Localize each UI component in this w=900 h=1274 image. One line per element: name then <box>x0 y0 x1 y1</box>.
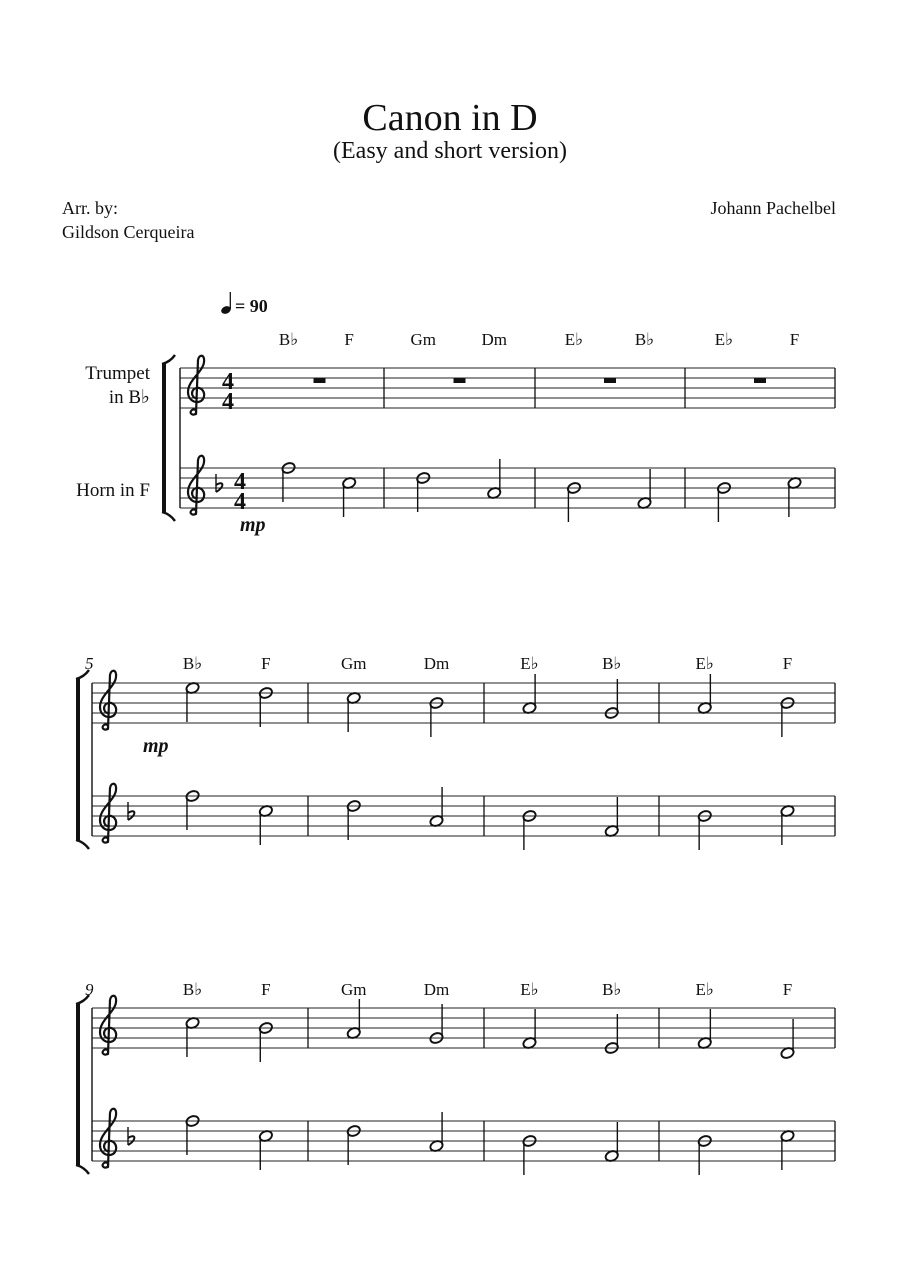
half-note <box>604 1122 619 1163</box>
chord-symbol: Dm <box>423 654 450 673</box>
dynamic-mp: mp <box>143 735 169 757</box>
half-note <box>787 476 802 517</box>
system-bracket <box>76 670 89 849</box>
whole-rest <box>314 378 326 383</box>
chord-symbol: B♭ <box>634 330 655 349</box>
half-note <box>429 1112 444 1153</box>
whole-rest <box>754 378 766 383</box>
measure-number: 5 <box>85 654 94 673</box>
treble-clef-path <box>100 784 116 843</box>
system-1 <box>162 330 835 536</box>
half-note <box>185 1016 200 1057</box>
chord-symbol: E♭ <box>714 330 734 349</box>
page-title: Canon in D <box>362 97 538 139</box>
chord-symbol: Dm <box>423 980 450 999</box>
half-note <box>258 804 273 845</box>
chord-symbol: E♭ <box>695 654 714 673</box>
chord-symbol: F <box>782 654 793 673</box>
bracket-bottom-hook <box>76 840 89 849</box>
horn-staff <box>92 784 835 850</box>
bracket-bar <box>76 679 80 840</box>
whole-rest <box>604 378 616 383</box>
treble-clef-icon <box>100 996 116 1055</box>
chord-symbol: F <box>789 330 800 349</box>
chord-symbol: E♭ <box>695 980 714 999</box>
half-note <box>487 459 502 500</box>
treble-clef-path <box>188 356 204 415</box>
horn-staff <box>92 1109 835 1175</box>
half-note <box>697 674 712 715</box>
trumpet-staff <box>180 356 835 415</box>
bracket-bar <box>76 1004 80 1165</box>
time-signature-top: 4 <box>222 369 234 395</box>
arranger-label: Arr. by: <box>62 198 118 218</box>
bracket-bottom-hook <box>76 1165 89 1174</box>
composer: Johann Pachelbel <box>710 198 836 218</box>
chord-symbol: B♭ <box>182 654 203 673</box>
half-note <box>637 469 652 510</box>
treble-clef-icon <box>188 356 204 415</box>
half-note <box>342 476 357 517</box>
half-note <box>604 797 619 838</box>
half-note <box>522 1009 537 1050</box>
half-note <box>429 787 444 828</box>
instrument-names <box>76 363 151 501</box>
tempo-marking <box>220 292 268 316</box>
chord-symbol: B♭ <box>182 980 203 999</box>
system-bracket <box>162 355 175 521</box>
system-2 <box>76 654 835 850</box>
instrument-name-horn: Horn in F <box>76 480 150 501</box>
half-note <box>697 1009 712 1050</box>
half-note <box>346 691 361 732</box>
chord-symbol: Dm <box>481 330 507 349</box>
chord-symbol: Gm <box>341 654 367 673</box>
time-signature-bottom: 4 <box>234 489 246 515</box>
tempo-value: = 90 <box>235 296 268 316</box>
chord-symbol: B♭ <box>602 654 622 673</box>
half-note <box>522 674 537 715</box>
horn-staff <box>180 456 835 522</box>
half-note <box>780 1019 795 1060</box>
treble-clef-icon <box>100 671 116 730</box>
half-note <box>258 1129 273 1170</box>
measure-number: 9 <box>85 980 94 999</box>
system-3 <box>76 980 835 1175</box>
chord-symbol: B♭ <box>602 980 622 999</box>
treble-clef-path <box>188 456 204 515</box>
treble-clef-icon <box>100 784 116 843</box>
time-signature-bottom: 4 <box>222 389 234 415</box>
chord-symbol: E♭ <box>564 330 584 349</box>
trumpet-staff <box>92 671 835 737</box>
arranger-name: Gildson Cerqueira <box>62 222 195 242</box>
time-signature-top: 4 <box>234 469 246 495</box>
subtitle: (Easy and short version) <box>333 138 567 164</box>
treble-clef-path <box>100 1109 116 1168</box>
half-note <box>346 999 361 1040</box>
chord-symbol: F <box>261 654 271 673</box>
key-signature-flat-icon <box>216 474 222 492</box>
dynamic-mp: mp <box>240 514 266 536</box>
chord-symbol: F <box>782 980 793 999</box>
treble-clef-icon <box>100 1109 116 1168</box>
treble-clef-path <box>100 671 116 730</box>
chord-symbol: B♭ <box>278 330 299 349</box>
system-bracket <box>76 995 89 1174</box>
chord-symbol: F <box>261 980 271 999</box>
trumpet-staff <box>92 996 835 1062</box>
instrument-name-trumpet: Trumpet <box>85 363 150 384</box>
chord-symbol: F <box>344 330 354 349</box>
instrument-name-trumpet-key: in B♭ <box>108 387 150 408</box>
key-signature-flat-icon <box>128 1127 134 1145</box>
whole-rest <box>454 378 466 383</box>
half-note <box>780 1129 795 1170</box>
key-signature-flat-icon <box>128 802 134 820</box>
bracket-bottom-hook <box>162 512 175 521</box>
chord-symbol: Gm <box>410 330 437 349</box>
chord-symbol: E♭ <box>520 980 539 999</box>
chord-symbol: E♭ <box>520 654 539 673</box>
bracket-bar <box>162 364 166 512</box>
treble-clef-icon <box>188 456 204 515</box>
treble-clef-path <box>100 996 116 1055</box>
chord-symbol: Gm <box>341 980 367 999</box>
bracket-top-hook <box>162 355 175 364</box>
half-note <box>780 804 795 845</box>
half-note <box>185 681 200 722</box>
